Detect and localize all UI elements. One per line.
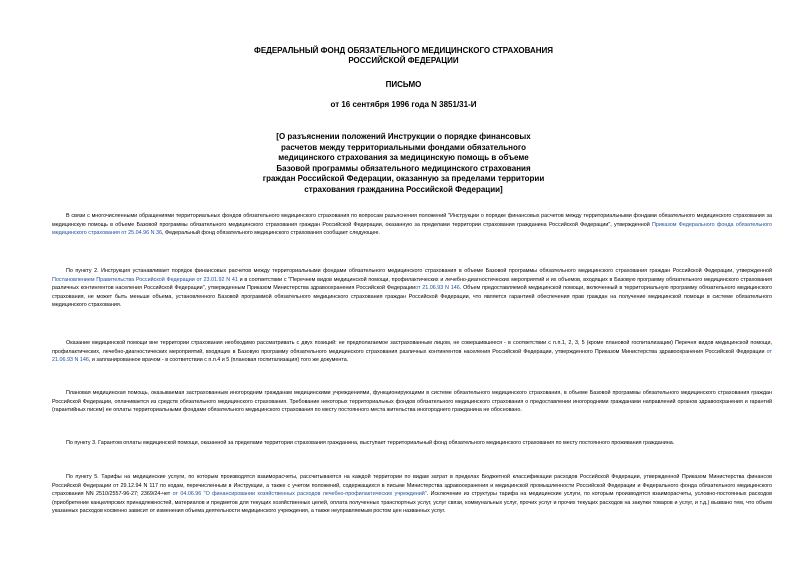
document-type: ПИСЬМО	[385, 80, 422, 89]
paragraph-text: Плановая медицинская помощь, оказываемая застрахованным иногородним гражданам медицинскими учреждениями, функционирующими в системе обязательного медицинского страхования, в объеме Базовой программы обязательного медицинского страхования граждан Российской Федерации, оплачивается из средств обязательного медицинского страхования. Требование некоторых территориальных фондов обязательного медицинского страхования о предоставлении иногородними гражданами направлений органов здравоохранения и гарантий (гарантийных писем) ее оплаты территориальными фондами обязательного медицинского страхования по месту постоянного места жительства иногороднего гражданина не обосновано.	[52, 390, 772, 414]
paragraph-care-outside-territory	[52, 339, 772, 365]
title-line-6: страхования гражданина Российской Федерации]	[304, 184, 503, 194]
document-title	[0, 132, 807, 195]
paragraph-text: . Исключение из структуры тарифа на медицинские услуги, по которым производятся взаиморасчеты, условно-постоянных расходов (приобретение канцелярских принадлежностей, материалов и предметов для текущих хозяйственных целей, оплата полученных транспортных услуг, услуг связи, коммунальных услуг, прочих услуг и прочих текущих расходов на закупки товаров и услуг, и т.д.) вызвано тем, что объем указанных расходов косвенно зависит от изменения объема деятельности медицинского учреждения, а также неуправляемым ростом цен названных услуг.	[52, 491, 773, 515]
letter-04-06-96-link[interactable]: от 04.06.96 "О финансировании хозяйственных расходов лечебно-профилактических учреждений"	[172, 491, 427, 498]
paragraph-text: По пункту 5. Тарифы на медицинские услуги, по которым производятся взаиморасчеты, рассчитываются на каждой территории по видам затрат в пределах Бюджетной классификации расходов Российской Федерации, утвержденной Приказом Министерства финансов Российской Федерации от 29.12.94 N 117 по кодам, перечисленным в Инструкции, а также с учетом положений, содержащихся в письме Министерства здравоохранения и медицинской промышленности Российской Федерации и Федерального фонда обязательного медицинского страхования NN 2510/2557-96-27; 2369/24-чет	[52, 474, 772, 498]
paragraph-text: , и запланированное врачом - в соответствии с п.п.4 и 5 (плановая госпитализация) того же документа.	[88, 357, 349, 364]
paragraph-text: Оказание медицинской помощи вне территории страхования необходимо рассматривать с двух позиций: не предполагаемое застрахованным лицом, не совершившееся - в соответствии с п.п.1, 2, 3, 5 (кроме плановой госпитализации) Перечня видов медицинской помощи, профилактических, лечебно-диагностических мероприятий, входящих в Базовую программу обязательного медицинского страхования различных контингентов населения Российской Федерации, утвержденного Приказом Министерства здравоохранения Российской Федерации	[52, 340, 772, 355]
title-line-2: расчетов между территориальными фондами обязательного	[280, 142, 527, 152]
title-line-3: медицинского страхования за медицинскую помощь в объеме	[278, 153, 529, 162]
government-decree-41-link[interactable]: Постановлением Правительства Российской Федерации от 23.01.92 N 41	[52, 276, 238, 283]
title-line-5: граждан Российской Федерации, оказанную за пределами территории	[262, 174, 545, 183]
paragraph-planned-care	[52, 389, 772, 415]
paragraph-point-3	[52, 439, 772, 448]
organization-name-line-2: РОССИЙСКОЙ ФЕДЕРАЦИИ	[348, 56, 459, 65]
paragraph-intro	[52, 212, 772, 238]
paragraph-text: и в соответствии с "Перечнем видов медицинской помощи, профилактических и лечебно-диагностических мероприятий и их объемов, входящих в Базовую программу обязательного медицинского страхования различных контингентов населения Российской Федерации", утвержденным Приказом Министерства здравоохранения Российской Федерации	[52, 276, 772, 292]
title-line-4: Базовой программы обязательного медицинского страхования	[276, 163, 531, 173]
paragraph-text: В связи с многочисленными обращениями территориальных фондов обязательного медицинского страхования по вопросам разъяснения положений "Инструкции о порядке финансовых расчетов между территориальными фондами обязательного медицинского страхования за медицинскую помощь в объеме Базовой программы обязательного медицинского страхования граждан Российской Федерации, оказанную за пределами территории страхования гражданина Российской Федерации", утвержденной	[52, 213, 772, 228]
paragraph-text: По пункту 2. Инструкция устанавливает порядок финансовых расчетов между территориальными фондами обязательного медицинского страхования в объеме Базовой программы обязательного медицинского страхования граждан Российской Федерации, утвержденной	[66, 268, 772, 274]
paragraph-text: , Федеральный фонд обязательного медицинского страхования сообщает следующее.	[162, 230, 381, 237]
document-date-number: от 16 сентября 1996 года N 3851/31-И	[330, 100, 477, 109]
paragraph-text: . Объем предоставляемой медицинской помощи, включенный в территориальную программу обязательного медицинского страхования, не может быть меньше объема, установленного Базовой программой обязательного медицинского страхования граждан Российской Федерации, что является гарантией обеспечения прав граждан на получение медицинской помощи в системе обязательного медицинского страхования.	[52, 285, 773, 309]
title-line-1: [О разъяснении положений Инструкции о порядке финансовых	[276, 132, 531, 141]
order-146-link-2[interactable]: от 21.06.93 N 146	[52, 348, 772, 364]
paragraph-point-2	[52, 267, 772, 310]
organization-name-line-1: ФЕДЕРАЛЬНЫЙ ФОНД ОБЯЗАТЕЛЬНОГО МЕДИЦИНСКОГО СТРАХОВАНИЯ	[253, 46, 553, 55]
paragraph-point-5	[52, 473, 772, 516]
paragraph-text: По пункту 3. Гарантом оплаты медицинской помощи, оказанной за пределами территории страхования гражданина, выступает территориальный фонд обязательного медицинского страхования по месту постоянного проживания гражданина.	[66, 440, 675, 446]
order-36-link[interactable]: Приказом Федерального фонда обязательного медицинского страхования от 25.04.96 N 36	[52, 221, 772, 237]
order-146-link[interactable]: от 21.06.93 N 146	[415, 285, 460, 292]
